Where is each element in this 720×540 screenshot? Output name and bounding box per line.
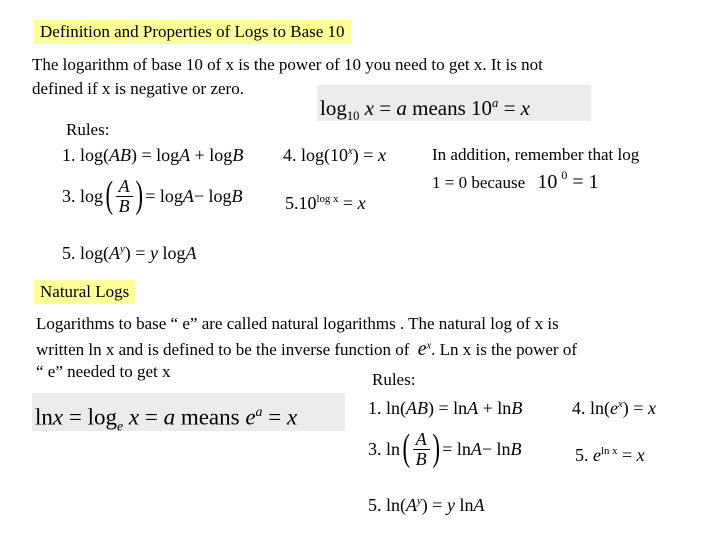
def2-eq2: = — [139, 404, 164, 430]
rule4-num: 4. — [283, 145, 297, 165]
def2-means: means — [175, 404, 246, 430]
def2-a: a — [163, 404, 176, 430]
ln-rule3-denominator: B — [415, 448, 427, 469]
note-eq: = 1 — [567, 171, 599, 193]
rule3-denominator: B — [118, 195, 130, 216]
note-text: 1 = 0 because — [432, 173, 526, 192]
note-ten: 10 — [537, 171, 558, 193]
rule1-A: A — [179, 145, 191, 165]
ln-rule1-arg: AB — [406, 398, 428, 418]
def-means: means — [412, 96, 466, 120]
ln-rule5b-A: A — [406, 495, 417, 515]
note-exp: 0 — [561, 168, 568, 182]
def-log: log — [320, 96, 347, 120]
section2-title-text: Natural Logs — [40, 282, 130, 301]
ln-rule5a-exp: ln x — [601, 445, 618, 457]
ln-rule3-numerator: A — [413, 430, 430, 450]
ln-rule5b-close: ) = — [421, 495, 447, 515]
section2-line1: Logarithms to base “ e” are called natural logarithms . The natural log of x is — [36, 314, 559, 333]
ln-rule5a-e: e — [593, 445, 601, 465]
section2-line2-a: written ln x and is defined to be the inverse function of — [36, 340, 410, 359]
ln-rule-5a — [575, 445, 645, 466]
ln-rule5b-num: 5. — [368, 495, 382, 515]
def2-e: e — [245, 404, 256, 430]
ln-rule4-num: 4. — [572, 398, 586, 418]
def-a: a — [396, 96, 407, 120]
def2-eq1: = log — [63, 404, 117, 430]
def-base: 10 — [346, 109, 360, 124]
section2-line2-e: e — [417, 338, 427, 360]
ln-rule3-A: A — [470, 438, 482, 459]
rule1-rhs: ) = log — [131, 145, 180, 165]
rule4-close: ) = — [352, 145, 378, 165]
log-rule-3: 3. log ( $\frac{A}{B}$ ) = log A − log B — [62, 174, 243, 217]
ln-rule-5b — [368, 495, 484, 516]
ln-rule4-ln: ln( — [590, 398, 610, 418]
def2-x2: x — [123, 404, 140, 430]
ln-definition-box — [32, 393, 345, 434]
ln-rule1-rhs: ) = ln — [428, 398, 468, 418]
rule5a-base: 10 — [298, 193, 317, 213]
section1-rules-label: Rules: — [66, 120, 110, 139]
def2-exp: a — [255, 404, 263, 419]
section1-line2: defined if x is negative or zero. — [32, 79, 244, 98]
ln-rule1-plus: + ln — [478, 398, 512, 418]
section2-title — [34, 280, 135, 304]
def-exp: a — [492, 96, 499, 110]
rule1-B: B — [232, 145, 244, 165]
def2-x: x — [52, 404, 64, 430]
note-line2 — [432, 168, 599, 194]
ln-rule5b-y: y — [446, 495, 455, 515]
rule4-x: x — [377, 145, 386, 165]
rule3-num: 3. — [62, 185, 76, 206]
rule3-fraction — [116, 177, 133, 216]
ln-rule3-fraction — [413, 430, 430, 469]
rule1-arg: AB — [109, 145, 131, 165]
def-x2: x — [520, 96, 530, 120]
log-rule-5a — [285, 193, 366, 214]
ln-rule3-B: B — [510, 438, 522, 459]
ln-rule1-ln: ln( — [386, 398, 406, 418]
ln-rule5b-exp: y — [417, 495, 422, 507]
rule5b-close: ) = — [124, 243, 150, 263]
rule5a-x: x — [357, 193, 366, 213]
rule5b-log: log( — [80, 243, 109, 263]
log-rule-4 — [283, 145, 386, 166]
rule5b-y: y — [149, 243, 158, 263]
section2-line2 — [36, 338, 577, 361]
ln-rule4-close: ) = — [622, 398, 648, 418]
section1-title-text: Definition and Properties of Logs to Base 10 — [40, 22, 345, 41]
rule5b-exp: y — [120, 243, 125, 255]
rule5a-exp: log x — [316, 193, 339, 205]
ln-rule5b-A2: A — [473, 495, 485, 515]
def-x: x — [364, 96, 375, 120]
ln-rule4-x: x — [647, 398, 656, 418]
rule1-plus: + log — [190, 145, 233, 165]
ln-rule3-num: 3. — [368, 438, 382, 459]
rule3-eq: = log — [145, 185, 183, 206]
ln-rule5a-num: 5. — [575, 445, 589, 465]
ln-rule5a-eq: = — [617, 445, 637, 465]
rule5a-num: 5. — [285, 193, 299, 213]
ln-rule1-B: B — [511, 398, 523, 418]
ln-rule5b-ln2: ln — [454, 495, 474, 515]
ln-rule-4 — [572, 398, 656, 419]
rule1-num: 1. — [62, 145, 76, 165]
rule3-minus: − log — [193, 185, 232, 206]
section2-line3: “ e” needed to get x — [36, 362, 171, 381]
section2-line2-b: . Ln x is the power of — [431, 340, 577, 359]
rule5b-num: 5. — [62, 243, 76, 263]
section2-line2-exp: x — [426, 340, 432, 352]
rule4-base: 10 — [330, 145, 348, 165]
log-rule-1 — [62, 145, 243, 166]
def-eq1: = — [379, 96, 392, 120]
def2-base: e — [116, 418, 124, 434]
ln-rule5b-ln: ln( — [386, 495, 406, 515]
ln-rule-3: 3. ln ( $\frac{A}{B}$ ) = ln A − ln B — [368, 427, 522, 470]
rule1-lhs: log( — [80, 145, 109, 165]
rule3-log: log — [80, 185, 104, 206]
log10-definition-box — [317, 85, 591, 124]
rule5b-A: A — [109, 243, 120, 263]
ln-rule4-exp: x — [618, 398, 623, 410]
ln-rule3-ln: ln — [386, 438, 401, 459]
def2-x3: x — [286, 404, 298, 430]
ln-rule1-A: A — [467, 398, 479, 418]
rule5b-log2: log — [157, 243, 186, 263]
section1-title — [34, 20, 351, 44]
rule3-numerator: A — [116, 177, 133, 197]
note-line1: In addition, remember that log — [432, 145, 640, 164]
def2-eq3: = — [262, 404, 287, 430]
rule5a-eq: = — [338, 193, 358, 213]
def2-ln: ln — [35, 404, 53, 430]
log-rule-5b — [62, 243, 196, 264]
rule4-log: log( — [301, 145, 330, 165]
ln-rule3-minus: − ln — [481, 438, 511, 459]
section2-rules-label: Rules: — [372, 370, 416, 389]
ln-rule-1 — [368, 398, 522, 419]
ln-rule1-num: 1. — [368, 398, 382, 418]
ln-rule3-eq: = ln — [442, 438, 471, 459]
def-eq2: = — [503, 96, 516, 120]
section1-line1: The logarithm of base 10 of x is the power of 10 you need to get x. It is not — [32, 55, 543, 74]
rule3-B: B — [231, 185, 243, 206]
rule3-A: A — [182, 185, 194, 206]
rule5b-A2: A — [185, 243, 197, 263]
def-ten: 10 — [471, 96, 493, 120]
ln-rule4-e: e — [610, 398, 618, 418]
rule4-exp: x — [348, 145, 353, 157]
ln-rule5a-x: x — [636, 445, 645, 465]
